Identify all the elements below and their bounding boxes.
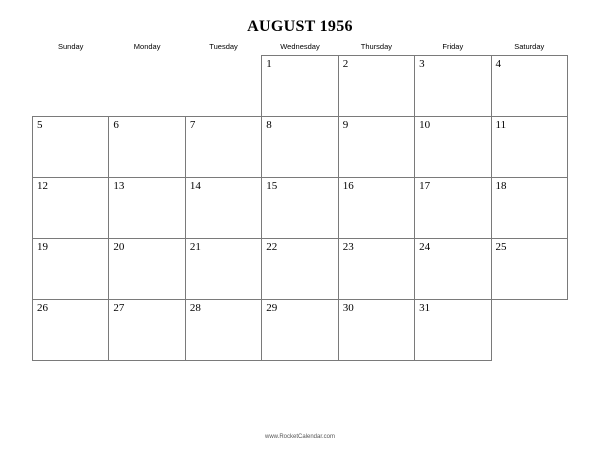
day-number: 9 <box>342 119 349 131</box>
calendar-day-cell[interactable] <box>33 117 109 178</box>
calendar-day-cell[interactable] <box>415 239 491 300</box>
page-title: AUGUST 1956 <box>247 18 353 35</box>
day-number: 19 <box>37 241 48 253</box>
calendar-day-cell[interactable] <box>338 300 414 361</box>
weekday-header-saturday: Saturday <box>514 42 545 51</box>
calendar-day-cell[interactable] <box>262 56 338 117</box>
calendar-day-cell[interactable] <box>338 56 414 117</box>
day-number: 8 <box>266 119 272 131</box>
day-number: 24 <box>419 241 431 253</box>
calendar-day-cell[interactable] <box>185 300 261 361</box>
day-number: 16 <box>342 180 354 192</box>
day-number: 12 <box>37 180 48 192</box>
calendar-day-cell[interactable] <box>491 117 567 178</box>
calendar-day-cell[interactable] <box>491 178 567 239</box>
calendar-day-cell[interactable] <box>33 178 109 239</box>
day-number: 28 <box>189 302 201 314</box>
day-number: 21 <box>189 241 201 253</box>
day-number: 5 <box>37 119 43 131</box>
day-number: 30 <box>342 302 354 314</box>
day-number: 14 <box>189 180 201 192</box>
calendar-day-cell[interactable] <box>262 117 338 178</box>
calendar-cell-empty <box>33 56 109 117</box>
calendar-cell-empty <box>491 300 567 361</box>
day-number: 18 <box>495 180 507 192</box>
calendar-day-cell[interactable] <box>185 178 261 239</box>
calendar-week-row <box>33 300 568 361</box>
calendar-day-cell[interactable] <box>109 117 185 178</box>
calendar-week-row <box>33 117 568 178</box>
calendar-day-cell[interactable] <box>415 117 491 178</box>
calendar-week-row <box>33 178 568 239</box>
calendar-day-cell[interactable] <box>491 239 567 300</box>
day-number: 1 <box>266 58 272 70</box>
calendar-grid <box>32 42 568 361</box>
weekday-header-friday: Friday <box>442 42 464 51</box>
calendar-day-cell[interactable] <box>415 300 491 361</box>
day-number: 17 <box>419 180 431 192</box>
calendar-day-cell[interactable] <box>338 117 414 178</box>
day-number: 10 <box>419 119 431 131</box>
weekday-header-thursday: Thursday <box>360 42 393 51</box>
calendar-cell-empty <box>109 56 185 117</box>
calendar-day-cell[interactable] <box>109 239 185 300</box>
calendar-header-row <box>33 42 568 56</box>
footer-link[interactable]: www.RocketCalendar.com <box>264 434 336 440</box>
calendar-day-cell[interactable] <box>185 239 261 300</box>
day-number: 2 <box>342 58 349 70</box>
calendar-day-cell[interactable] <box>185 117 261 178</box>
calendar-day-cell[interactable] <box>415 56 491 117</box>
day-number: 22 <box>266 241 278 253</box>
calendar-day-cell[interactable] <box>338 239 414 300</box>
weekday-header-sunday: Sunday <box>57 42 84 52</box>
calendar-week-row <box>33 239 568 300</box>
calendar-day-cell[interactable] <box>109 178 185 239</box>
day-number: 20 <box>113 241 125 253</box>
day-number: 29 <box>266 302 278 314</box>
day-number: 4 <box>495 58 502 70</box>
calendar-day-cell[interactable] <box>415 178 491 239</box>
calendar-day-cell[interactable] <box>262 239 338 300</box>
footer-credit <box>0 434 600 440</box>
day-number: 7 <box>189 119 196 131</box>
weekday-header-wednesday: Wednesday <box>280 42 320 51</box>
day-number: 31 <box>419 302 431 314</box>
calendar-day-cell[interactable] <box>262 178 338 239</box>
calendar-week-row <box>33 56 568 117</box>
day-number: 11 <box>495 119 507 131</box>
day-number: 3 <box>419 58 425 70</box>
weekday-header-tuesday: Tuesday <box>209 42 238 52</box>
calendar-day-cell[interactable] <box>33 300 109 361</box>
day-number: 13 <box>113 180 125 192</box>
weekday-header-monday: Monday <box>133 42 161 52</box>
calendar-day-cell[interactable] <box>491 56 567 117</box>
calendar-day-cell[interactable] <box>262 300 338 361</box>
day-number: 15 <box>266 180 278 192</box>
calendar-day-cell[interactable] <box>109 300 185 361</box>
day-number: 26 <box>37 302 48 314</box>
day-number: 25 <box>495 241 507 253</box>
calendar-day-cell[interactable] <box>338 178 414 239</box>
calendar-day-cell[interactable] <box>33 239 109 300</box>
day-number: 27 <box>113 302 125 314</box>
calendar-body <box>33 56 568 361</box>
day-number: 6 <box>113 119 119 131</box>
calendar-cell-empty <box>185 56 261 117</box>
day-number: 23 <box>342 241 354 253</box>
